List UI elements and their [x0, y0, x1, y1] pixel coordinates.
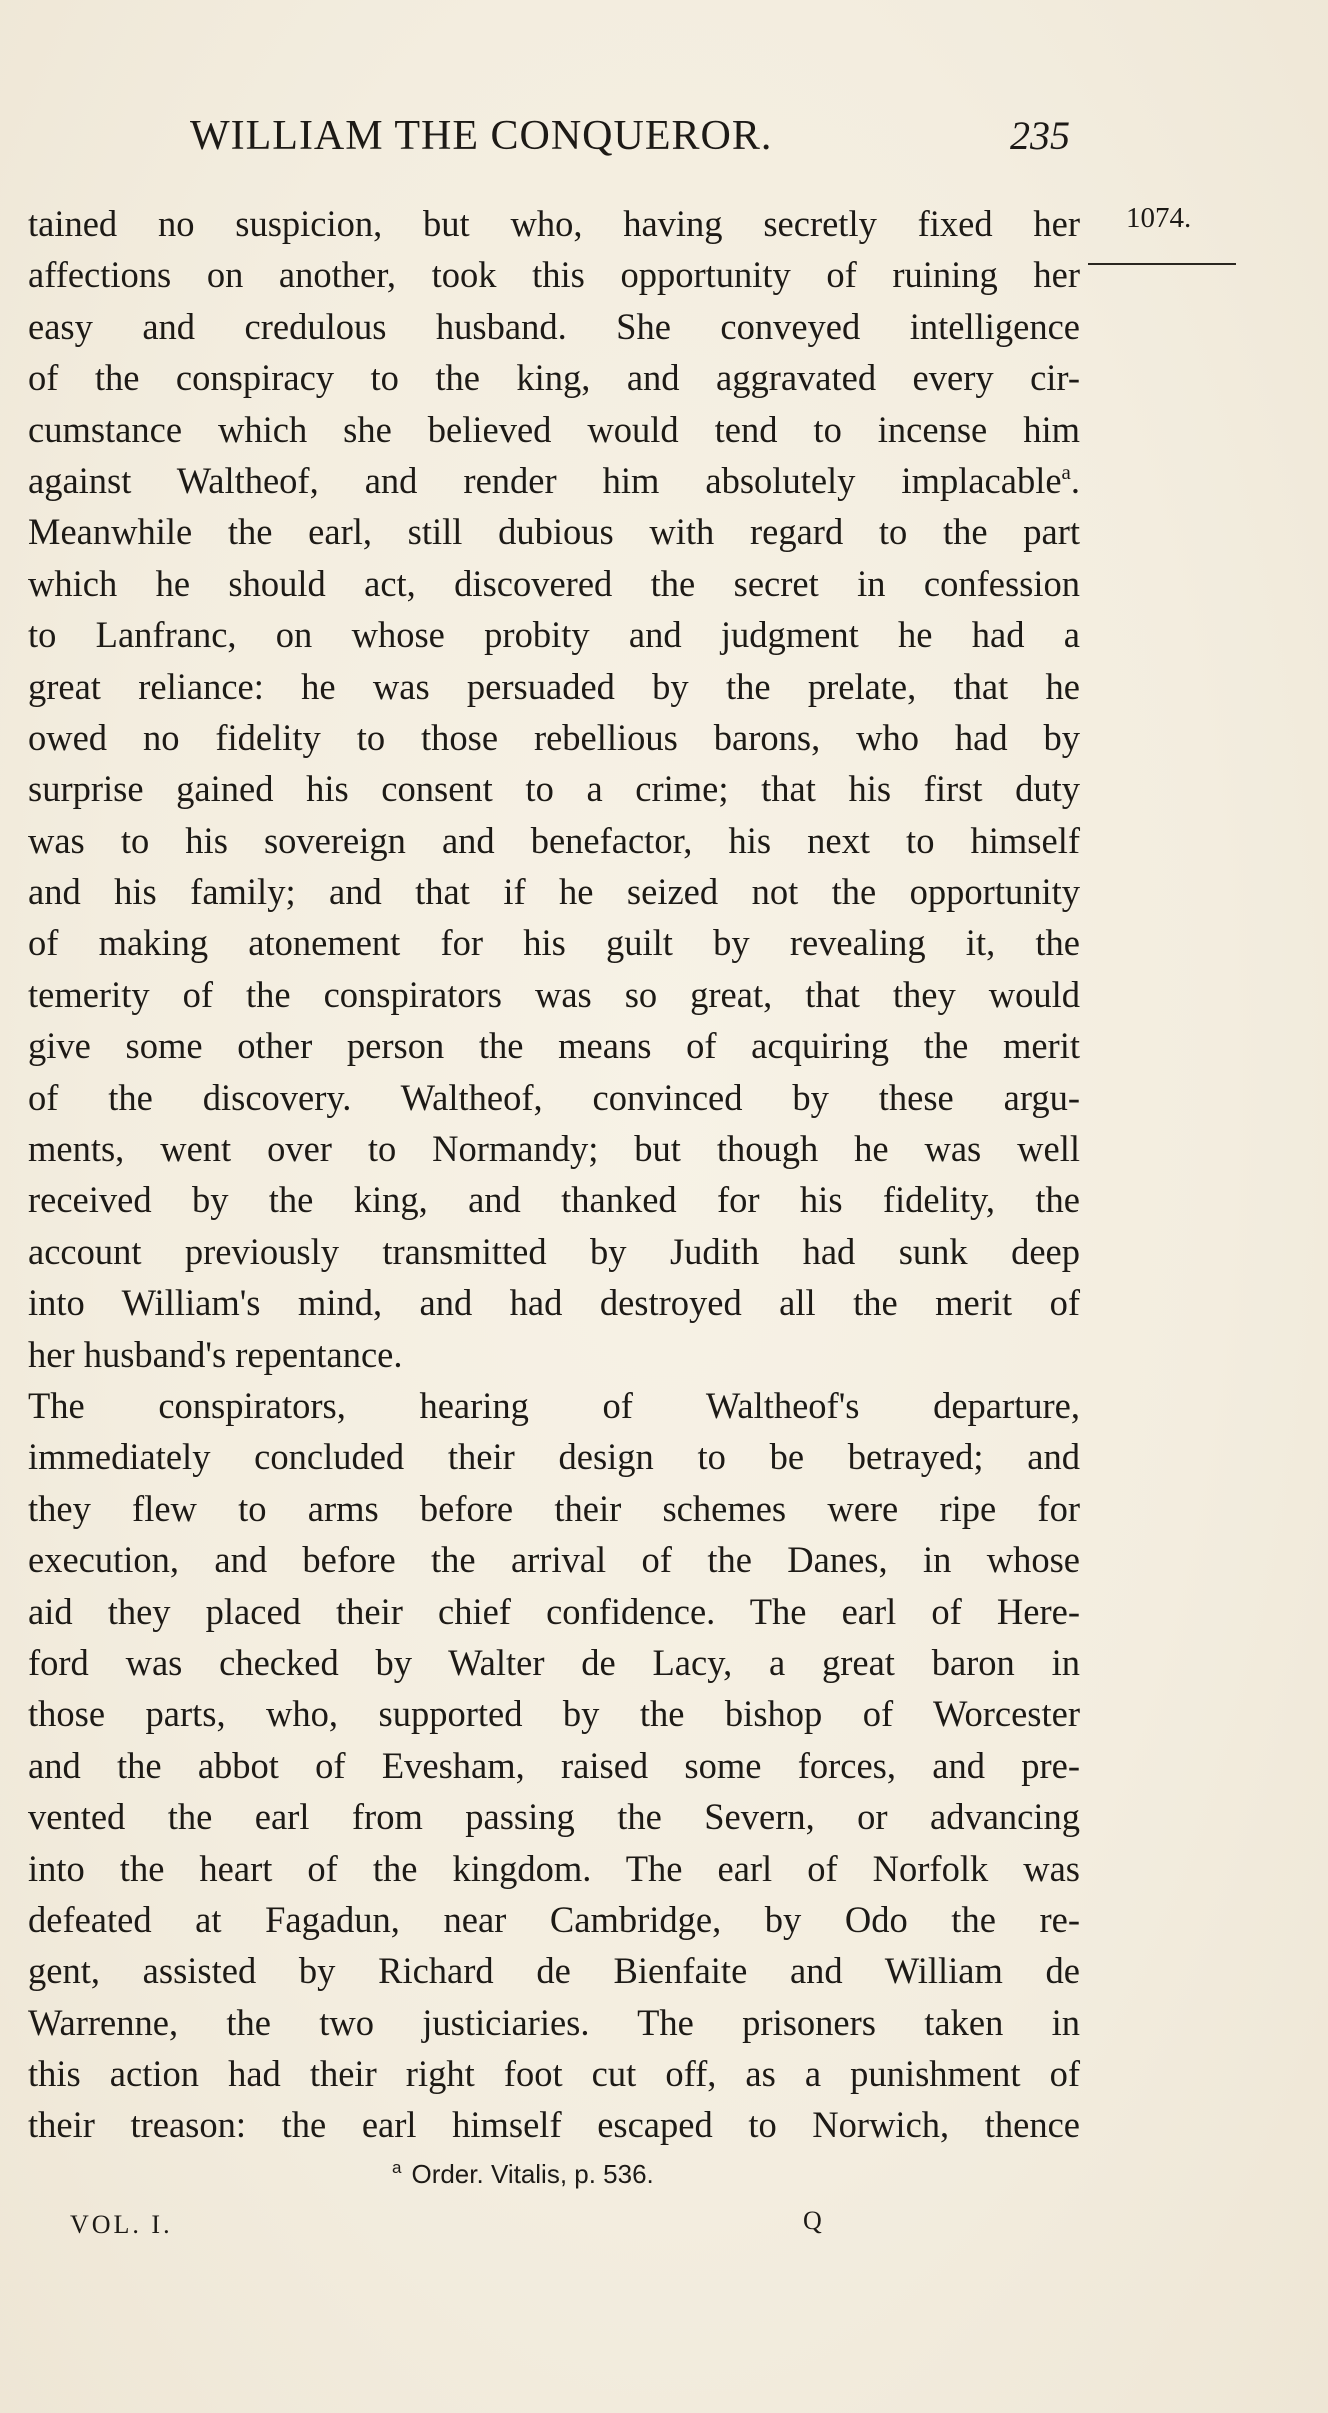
signature-mark: Q	[803, 2206, 822, 2235]
text-line: Meanwhile the earl, still dubious with regard to the part	[28, 511, 1080, 553]
footnote-reference: a	[1061, 459, 1071, 484]
text-line: immediately concluded their design to be betrayed; and	[28, 1436, 1080, 1478]
footnote	[392, 2158, 654, 2190]
text-line: of the discovery. Waltheof, convinced by these argu-	[28, 1076, 1080, 1118]
text-line: aid they placed their chief confidence. The earl of Here-	[28, 1590, 1080, 1632]
text-line: Warrenne, the two justiciaries. The prisoners taken in	[28, 2001, 1080, 2043]
text-line: give some other person the means of acquiring the merit	[28, 1025, 1080, 1067]
text-line-suffix: .	[1070, 459, 1080, 501]
page-number: 235	[1010, 113, 1070, 158]
text-line: great reliance: he was persuaded by the prelate, that he	[28, 665, 1080, 707]
running-head	[190, 112, 1080, 172]
text-line: received by the king, and thanked for his fidelity, the	[28, 1179, 1080, 1221]
text-line-paragraph-start: The conspirators, hearing of Waltheof's departure,	[28, 1384, 1080, 1426]
text-line: they flew to arms before their schemes were ripe for	[28, 1487, 1080, 1529]
text-line: cumstance which she believed would tend to incense him	[28, 408, 1080, 450]
running-title: WILLIAM THE CONQUEROR.	[190, 113, 773, 159]
text-line: surprise gained his consent to a crime; that his first duty	[28, 768, 1080, 810]
text-line: of the conspiracy to the king, and aggravated every cir-	[28, 357, 1080, 399]
text-line: tained no suspicion, but who, having secretly fixed her	[28, 203, 1080, 244]
text-line: into William's mind, and had destroyed all the merit of	[28, 1282, 1080, 1324]
text-line: which he should act, discovered the secret in confession	[28, 562, 1080, 604]
text-line: easy and credulous husband. She conveyed intelligence	[28, 305, 1080, 347]
text-line: affections on another, took this opportunity of ruining her	[28, 254, 1080, 296]
text-line: to Lanfranc, on whose probity and judgment he had a	[28, 614, 1080, 656]
text-line: and the abbot of Evesham, raised some forces, and pre-	[28, 1744, 1080, 1786]
text-line-content: against Waltheof, and render him absolutely implacable	[28, 459, 1062, 501]
text-line: those parts, who, supported by the bishop of Worcester	[28, 1693, 1080, 1735]
text-line-paragraph-end: her husband's repentance.	[28, 1333, 403, 1375]
margin-year: 1074.	[1126, 202, 1192, 234]
footnote-marker: a	[392, 2158, 402, 2177]
text-line: temerity of the conspirators was so great, that they would	[28, 973, 1080, 1015]
text-line: owed no fidelity to those rebellious barons, who had by	[28, 716, 1080, 758]
text-line: vented the earl from passing the Severn, or advancing	[28, 1796, 1080, 1838]
text-line: this action had their right foot cut off, as a punishment of	[28, 2053, 1080, 2095]
text-line: account previously transmitted by Judith had sunk deep	[28, 1230, 1080, 1272]
text-line: was to his sovereign and benefactor, his next to himself	[28, 819, 1080, 861]
body-text	[28, 198, 1080, 2151]
text-line: and his family; and that if he seized not the opportunity	[28, 871, 1080, 913]
footnote-text: Order. Vitalis, p. 536.	[411, 2159, 654, 2189]
text-line: of making atonement for his guilt by revealing it, the	[28, 922, 1080, 964]
text-line: ments, went over to Normandy; but though he was well	[28, 1128, 1080, 1170]
text-line: gent, assisted by Richard de Bienfaite and William de	[28, 1950, 1080, 1992]
text-line: execution, and before the arrival of the Danes, in whose	[28, 1539, 1080, 1581]
volume-label: VOL. I.	[70, 2210, 173, 2239]
text-line: defeated at Fagadun, near Cambridge, by Odo the re-	[28, 1898, 1080, 1940]
text-line-with-footnote-ref	[28, 455, 1080, 506]
text-line: their treason: the earl himself escaped to Norwich, thence	[28, 2104, 1080, 2146]
text-line: into the heart of the kingdom. The earl of Norfolk was	[28, 1847, 1080, 1889]
margin-rule	[1088, 263, 1236, 265]
text-line: ford was checked by Walter de Lacy, a great baron in	[28, 1641, 1080, 1683]
